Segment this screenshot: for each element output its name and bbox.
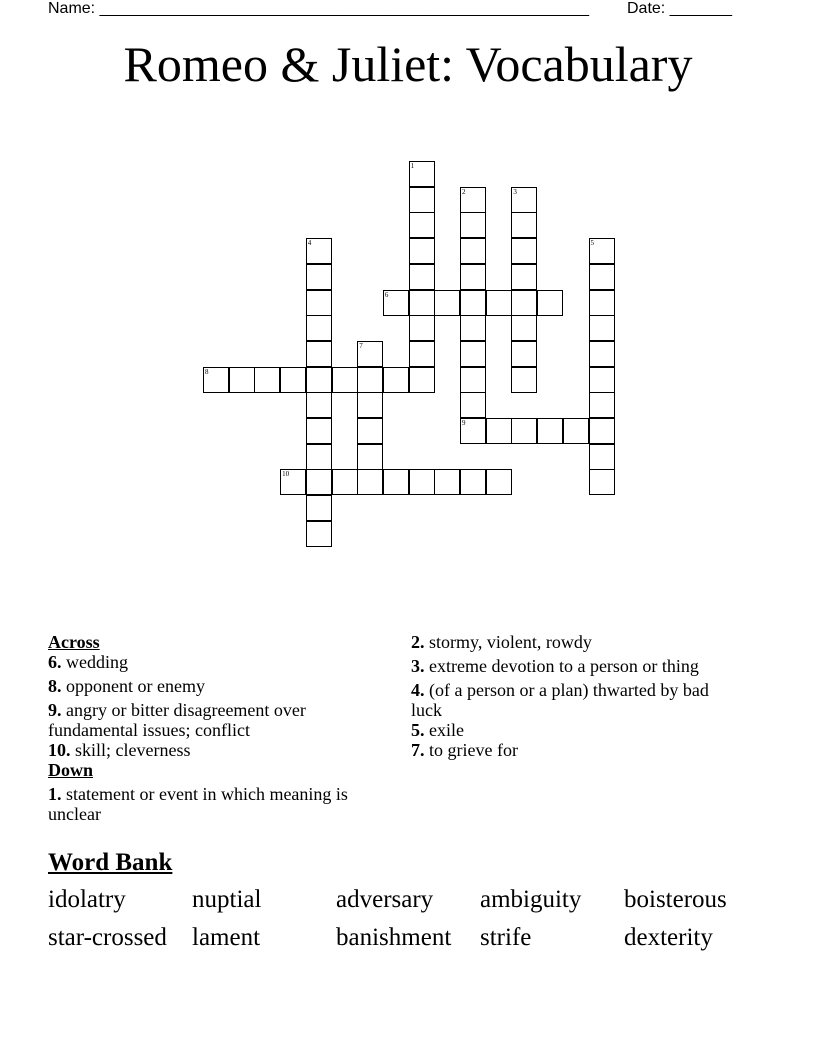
crossword-cell[interactable] (357, 418, 383, 444)
clue-number-label: 4 (307, 239, 312, 248)
clue-number-label: 2 (462, 187, 466, 196)
crossword-cell[interactable] (229, 367, 255, 393)
crossword-cell[interactable] (537, 290, 563, 316)
crossword-cell[interactable] (409, 469, 435, 495)
crossword-cell[interactable] (486, 469, 512, 495)
across-heading: Across (48, 632, 100, 652)
crossword-cell[interactable] (460, 315, 486, 341)
crossword-cell[interactable] (306, 341, 332, 367)
clue-down-4 (411, 680, 741, 720)
crossword-cell[interactable] (409, 315, 435, 341)
crossword-cell[interactable] (434, 290, 460, 316)
crossword-cell[interactable] (589, 290, 615, 316)
crossword-cell[interactable] (306, 392, 332, 418)
crossword-cell[interactable] (460, 212, 486, 238)
crossword-cell[interactable] (357, 367, 383, 393)
word-bank-item: dexterity (624, 924, 713, 951)
crossword-cell[interactable] (280, 367, 306, 393)
crossword-cell[interactable] (486, 418, 512, 444)
crossword-cell[interactable] (589, 315, 615, 341)
word-bank-item: star-crossed (48, 924, 167, 951)
crossword-cell[interactable] (460, 264, 486, 290)
clue-number: 10. (48, 740, 71, 760)
clue-number: 1. (48, 784, 62, 804)
crossword-cell[interactable] (383, 469, 409, 495)
crossword-cell[interactable] (306, 469, 332, 495)
crossword-cell[interactable] (589, 264, 615, 290)
crossword-cell[interactable] (460, 290, 486, 316)
crossword-cell[interactable] (511, 418, 537, 444)
crossword-cell[interactable] (589, 444, 615, 470)
crossword-cell[interactable] (306, 367, 332, 393)
crossword-cell[interactable] (306, 418, 332, 444)
crossword-cell[interactable] (511, 341, 537, 367)
crossword-cell[interactable] (306, 521, 332, 547)
word-bank-title: Word Bank (48, 849, 173, 876)
crossword-cell[interactable] (511, 367, 537, 393)
clue-number-label: 3 (513, 187, 517, 196)
crossword-cell[interactable] (511, 212, 537, 238)
clue-number-label: 6 (384, 290, 389, 299)
clue-text: angry or bitter disagreement over fundamental issues; conflict (48, 700, 306, 740)
clue-across-6 (48, 652, 388, 672)
crossword-cell[interactable] (254, 367, 280, 393)
crossword-cell[interactable] (357, 469, 383, 495)
clue-down-7 (411, 740, 741, 760)
clue-text: opponent or enemy (66, 676, 205, 696)
clue-number-label: 10 (282, 470, 290, 479)
clues-right-column (411, 632, 741, 760)
crossword-cell[interactable] (486, 290, 512, 316)
crossword-cell[interactable] (409, 367, 435, 393)
crossword-cell[interactable] (511, 264, 537, 290)
crossword-cell[interactable] (460, 392, 486, 418)
crossword-cell[interactable] (460, 367, 486, 393)
clues-left-column (48, 632, 388, 824)
clue-number-label: 9 (462, 419, 466, 427)
crossword-cell[interactable] (332, 367, 358, 393)
clue-text: extreme devotion to a person or thing (429, 656, 699, 676)
clue-down-3 (411, 656, 741, 676)
crossword-cell[interactable] (589, 367, 615, 393)
clue-text: skill; cleverness (75, 740, 191, 760)
crossword-cell[interactable] (589, 418, 615, 444)
clue-number: 7. (411, 740, 425, 760)
crossword-cell[interactable] (306, 495, 332, 521)
clue-down-1 (48, 784, 388, 824)
clue-number: 3. (411, 656, 425, 676)
clue-text: (of a person or a plan) thwarted by bad luck (411, 680, 709, 720)
crossword-cell[interactable] (511, 290, 537, 316)
crossword-cell[interactable] (434, 469, 460, 495)
crossword-cell[interactable] (306, 264, 332, 290)
clue-text: stormy, violent, rowdy (429, 632, 592, 652)
crossword-cell[interactable] (332, 469, 358, 495)
crossword-cell[interactable] (460, 469, 486, 495)
crossword-cell[interactable] (383, 367, 409, 393)
date-field-label[interactable]: Date: _______ (627, 0, 732, 17)
crossword-cell[interactable] (357, 392, 383, 418)
clue-number-label: 5 (590, 239, 594, 248)
crossword-cell[interactable] (537, 418, 563, 444)
word-bank-item: adversary (336, 886, 434, 913)
crossword-cell[interactable] (306, 315, 332, 341)
crossword-cell[interactable] (460, 238, 486, 264)
crossword-cell[interactable] (409, 341, 435, 367)
crossword-cell[interactable] (409, 264, 435, 290)
crossword-cell[interactable] (306, 290, 332, 316)
down-heading: Down (48, 760, 94, 780)
crossword-cell[interactable] (589, 469, 615, 495)
crossword-cell[interactable] (409, 212, 435, 238)
clue-number-label: 8 (205, 367, 209, 376)
clue-number: 4. (411, 680, 425, 700)
name-field-label[interactable]: Name: _______________________________________________________ (48, 0, 589, 17)
crossword-cell[interactable] (460, 341, 486, 367)
clue-text: wedding (66, 652, 128, 672)
word-bank-item: lament (192, 924, 261, 951)
crossword-cell[interactable] (409, 290, 435, 316)
crossword-cell[interactable] (511, 315, 537, 341)
crossword-cell[interactable] (409, 187, 435, 213)
clue-across-10 (48, 740, 388, 760)
clue-number: 6. (48, 652, 62, 672)
clue-number: 5. (411, 720, 425, 740)
word-bank-item: strife (480, 924, 532, 951)
clue-across-9 (48, 700, 388, 740)
clue-number: 9. (48, 700, 62, 720)
crossword-cell[interactable] (563, 418, 589, 444)
crossword-cell[interactable] (511, 238, 537, 264)
clue-across-8 (48, 676, 388, 696)
clue-text: exile (429, 720, 464, 740)
clue-number: 2. (411, 632, 425, 652)
clue-down-5 (411, 720, 741, 740)
word-bank-item: banishment (336, 924, 452, 951)
word-bank-item: boisterous (624, 886, 727, 913)
clue-number-label: 1 (410, 162, 415, 170)
word-bank-item: ambiguity (480, 886, 582, 913)
clue-down-2 (411, 632, 741, 652)
crossword-cell[interactable] (589, 392, 615, 418)
clue-text: statement or event in which meaning is unclear (48, 784, 348, 824)
clue-number-label: 7 (359, 341, 363, 350)
crossword-cell[interactable] (589, 341, 615, 367)
page-title: Romeo & Juliet: Vocabulary (123, 36, 693, 92)
crossword-cell[interactable] (357, 444, 383, 470)
word-bank-item: idolatry (48, 886, 126, 913)
crossword-cell[interactable] (409, 238, 435, 264)
clue-text: to grieve for (429, 740, 518, 760)
crossword-cell[interactable] (306, 444, 332, 470)
word-bank-item: nuptial (192, 886, 262, 913)
clue-number: 8. (48, 676, 62, 696)
